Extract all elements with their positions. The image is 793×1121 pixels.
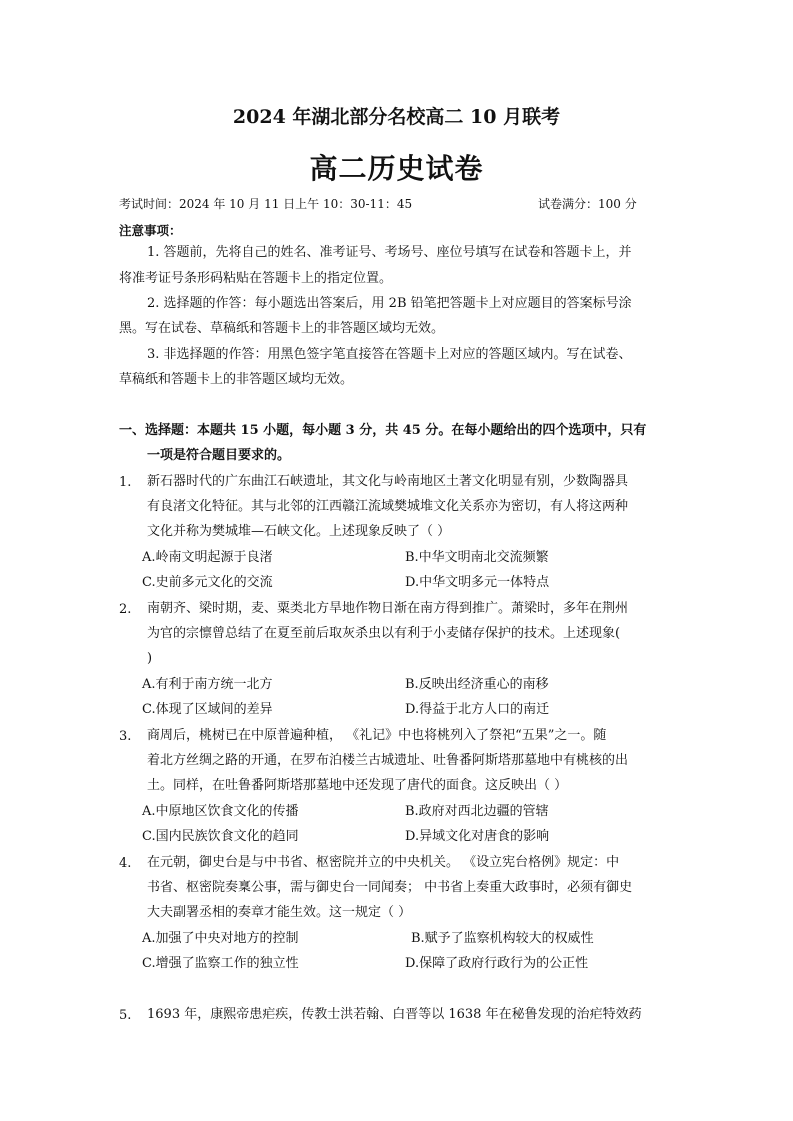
paper-subtitle: 高二历史试卷 xyxy=(309,152,484,185)
option: C.体现了区域间的差异 xyxy=(142,702,273,717)
note-line: 1. 答题前，先将自己的姓名、准考证号、考场号、座位号填写在试卷和答题卡上，并 xyxy=(147,245,632,260)
question-text: 为官的宗懔曾总结了在夏至前后取灰杀虫以有利于小麦储存保护的技术。上述现象( xyxy=(147,626,621,641)
question-text: 在元朝，御史台是与中书省、枢密院并立的中央机关。 《设立宪台格例》规定：中 xyxy=(147,855,620,870)
question-text: 南朝齐、梁时期，麦、粟类北方旱地作物日渐在南方得到推广。萧梁时，多年在荆州 xyxy=(147,601,629,616)
option: B.赋予了监察机构较大的权威性 xyxy=(411,931,594,946)
question-text: 有良渚文化特征。其与北邻的江西赣江流域樊城堆文化关系亦为密切，有人将这两种 xyxy=(147,499,629,514)
option: B.反映出经济重心的南移 xyxy=(405,677,549,692)
note-line: 2. 选择题的作答：每小题选出答案后，用 2B 铅笔把答题卡上对应题目的答案标号涂 xyxy=(147,296,632,311)
question-text: 着北方丝绸之路的开通，在罗布泊楼兰古城遗址、吐鲁番阿斯塔那墓地中有桃核的出 xyxy=(147,753,629,768)
question-text: 文化并称为樊城堆—石峡文化。上述现象反映了（ ） xyxy=(147,524,451,539)
full-score: 试卷满分：100 分 xyxy=(538,197,637,211)
question-text: 新石器时代的广东曲江石峡遗址，其文化与岭南地区土著文化明显有别，少数陶器具 xyxy=(147,474,629,489)
question-number: 1. xyxy=(119,475,132,490)
option: D.保障了政府行政行为的公正性 xyxy=(405,956,589,971)
option: C.国内民族饮食文化的趋同 xyxy=(142,829,299,844)
exam-time: 考试时间：2024 年 10 月 11 日上午 10：30-11：45 xyxy=(119,197,413,211)
question-number: 3. xyxy=(119,729,132,744)
option: D.中华文明多元一体特点 xyxy=(405,575,550,590)
notes-heading: 注意事项： xyxy=(119,223,182,238)
section-heading-cont: 一项是符合题目要求的。 xyxy=(147,448,291,463)
question-text: ) xyxy=(147,651,153,666)
option: A.岭南文明起源于良渚 xyxy=(142,550,273,565)
note-line: 草稿纸和答题卡上的非答题区域均无效。 xyxy=(119,372,354,387)
option: B.中华文明南北交流频繁 xyxy=(405,550,549,565)
section-heading: 一、选择题：本题共 15 小题，每小题 3 分，共 45 分。在每小题给出的四个选项中，只有 xyxy=(119,423,647,438)
question-number: 2. xyxy=(119,602,132,617)
question-text: 土。同样，在吐鲁番阿斯塔那墓地中还发现了唐代的面食。这反映出（ ） xyxy=(147,778,568,793)
option: A.中原地区饮食文化的传播 xyxy=(142,804,299,819)
option: C.史前多元文化的交流 xyxy=(142,575,273,590)
option: D.异域文化对唐食的影响 xyxy=(405,829,550,844)
option: D.得益于北方人口的南迁 xyxy=(405,702,550,717)
option: C.增强了监察工作的独立性 xyxy=(142,956,299,971)
question-number: 5. xyxy=(119,1008,132,1023)
question-text: 大夫副署丞相的奏章才能生效。这一规定（ ） xyxy=(147,905,412,920)
option: A.加强了中央对地方的控制 xyxy=(142,931,299,946)
option: A.有利于南方统一北方 xyxy=(142,677,273,692)
note-line: 3. 非选择题的作答：用黑色签字笔直接答在答题卡上对应的答题区域内。写在试卷、 xyxy=(147,347,632,362)
question-text: 商周后，桃树已在中原普遍种植， 《礼记》中也将桃列入了祭祀“五果”之一。随 xyxy=(147,728,607,743)
question-text: 书省、枢密院奏稟公事，需与御史台一同闻奏； 中书省上奏重大政事时，必须有御史 xyxy=(147,880,633,895)
note-line: 黑。写在试卷、草稿纸和答题卡上的非答题区域均无效。 xyxy=(119,321,445,336)
note-line: 将准考证号条形码粘贴在答题卡上的指定位置。 xyxy=(119,271,393,286)
exam-title: 2024 年湖北部分名校高二 10 月联考 xyxy=(232,106,561,128)
question-text: 1693 年，康熙帝患疟疾，传教士洪若翰、白晋等以 1638 年在秘鲁发现的治疟特效药 xyxy=(147,1007,642,1022)
question-number: 4. xyxy=(119,856,132,871)
option: B.政府对西北边疆的管辖 xyxy=(405,804,549,819)
